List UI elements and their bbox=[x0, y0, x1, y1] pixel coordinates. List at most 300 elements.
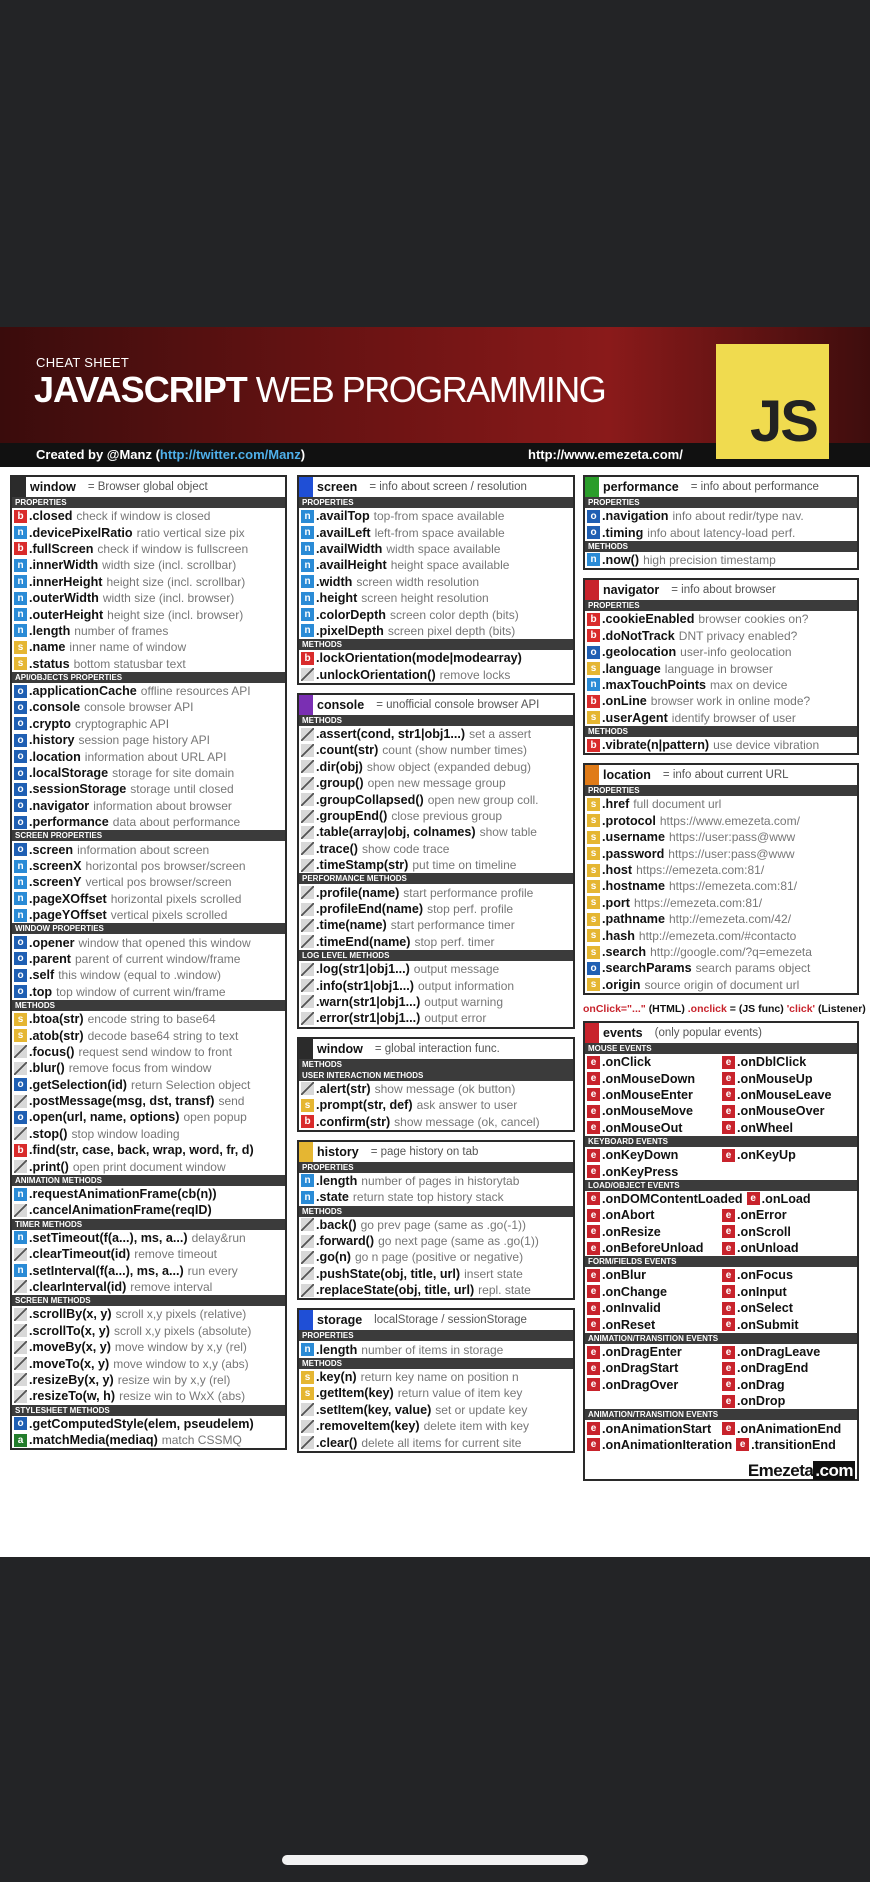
member-description: check if window is closed bbox=[76, 509, 211, 524]
member-description: bottom statusbar text bbox=[73, 656, 186, 671]
type-icon: o bbox=[14, 1417, 27, 1430]
event-row bbox=[585, 1377, 857, 1393]
event-row bbox=[585, 1191, 857, 1207]
type-icon: n bbox=[301, 575, 314, 588]
cheat-sheet bbox=[0, 327, 870, 1557]
event-icon: e bbox=[587, 1225, 600, 1238]
member-description: vertical pos browser/screen bbox=[85, 875, 232, 890]
type-icon: b bbox=[587, 695, 600, 708]
member-name: .colorDepth bbox=[316, 607, 386, 622]
event-name: .onMouseLeave bbox=[737, 1087, 832, 1102]
section-tag: screen bbox=[299, 477, 363, 497]
member-name: .geolocation bbox=[602, 645, 677, 660]
type-icon: s bbox=[587, 864, 600, 877]
type-icon: b bbox=[587, 739, 600, 752]
member-description: count (show number times) bbox=[382, 743, 527, 758]
member-name: .length bbox=[316, 1342, 358, 1357]
type-icon: o bbox=[14, 685, 27, 698]
member-name: .replaceState(obj, title, url) bbox=[316, 1283, 475, 1298]
event-cell bbox=[722, 1301, 857, 1315]
type-icon: o bbox=[14, 969, 27, 982]
member-description: height space available bbox=[390, 558, 510, 573]
member-name: .performance bbox=[29, 815, 109, 830]
type-icon: o bbox=[14, 952, 27, 965]
subtitle: CHEAT SHEET bbox=[36, 355, 130, 370]
member-description: insert state bbox=[464, 1266, 523, 1281]
member-name: .dir(obj) bbox=[316, 759, 363, 774]
event-cell bbox=[587, 1072, 722, 1086]
list-item bbox=[12, 748, 285, 764]
event-row bbox=[585, 1087, 857, 1103]
list-item bbox=[299, 1217, 573, 1233]
member-name: .alert(str) bbox=[316, 1081, 371, 1096]
list-item bbox=[12, 814, 285, 830]
section-label: FORM/FIELDS EVENTS bbox=[585, 1256, 857, 1267]
member-description: move window by x,y (rel) bbox=[114, 1340, 247, 1355]
event-cell bbox=[722, 1318, 857, 1332]
event-icon: e bbox=[722, 1225, 735, 1238]
event-cell bbox=[736, 1438, 857, 1452]
section-label: MOUSE EVENTS bbox=[585, 1043, 857, 1054]
type-icon bbox=[14, 1204, 27, 1217]
type-icon: n bbox=[14, 1264, 27, 1277]
type-icon bbox=[301, 979, 314, 992]
list-item bbox=[585, 960, 857, 976]
list-item bbox=[299, 884, 573, 900]
member-description: delete all items for current site bbox=[361, 1435, 522, 1450]
event-cell bbox=[722, 1055, 857, 1069]
list-item bbox=[12, 732, 285, 748]
list-item bbox=[299, 1189, 573, 1205]
section-header bbox=[585, 580, 857, 600]
member-name: .availWidth bbox=[316, 541, 383, 556]
event-icon: e bbox=[722, 1072, 735, 1085]
member-description: output message bbox=[413, 962, 500, 977]
type-icon: b bbox=[587, 629, 600, 642]
section-label: SCREEN PROPERTIES bbox=[12, 830, 285, 841]
member-name: .setItem(key, value) bbox=[316, 1402, 432, 1417]
member-description: width size (incl. browser) bbox=[102, 591, 235, 606]
type-icon: b bbox=[587, 613, 600, 626]
member-description: open new group coll. bbox=[427, 792, 539, 807]
member-name: .screenY bbox=[29, 875, 82, 890]
list-item bbox=[12, 1262, 285, 1278]
type-icon bbox=[14, 1248, 27, 1261]
member-name: .blur() bbox=[29, 1061, 65, 1076]
member-name: .trace() bbox=[316, 841, 358, 856]
section-label: ANIMATION METHODS bbox=[12, 1175, 285, 1186]
member-description: repl. state bbox=[478, 1283, 531, 1298]
member-description: remove locks bbox=[439, 667, 511, 682]
type-icon bbox=[301, 744, 314, 757]
list-item bbox=[12, 699, 285, 715]
event-cell bbox=[587, 1285, 722, 1299]
list-item bbox=[585, 660, 857, 676]
section-tag: performance bbox=[585, 477, 685, 497]
member-name: .matchMedia(mediaq) bbox=[29, 1433, 158, 1448]
member-description: screen height resolution bbox=[361, 591, 489, 606]
event-cell bbox=[722, 1268, 857, 1282]
member-name: .localStorage bbox=[29, 766, 109, 781]
event-name: .onUnload bbox=[737, 1241, 799, 1256]
member-name: .screen bbox=[29, 842, 74, 857]
member-name: .count(str) bbox=[316, 743, 379, 758]
list-item bbox=[299, 841, 573, 857]
type-icon bbox=[301, 777, 314, 790]
twitter-link[interactable]: http://twitter.com/Manz bbox=[159, 447, 301, 462]
member-description: use device vibration bbox=[713, 738, 820, 753]
type-icon bbox=[14, 1324, 27, 1337]
member-description: horizontal pixels scrolled bbox=[110, 891, 242, 906]
list-item bbox=[585, 845, 857, 861]
member-name: .language bbox=[602, 661, 661, 676]
type-icon: n bbox=[14, 575, 27, 588]
section-label: STYLESHEET METHODS bbox=[12, 1405, 285, 1416]
list-item bbox=[12, 1230, 285, 1246]
section-label: USER INTERACTION METHODS bbox=[299, 1070, 573, 1081]
member-name: .hostname bbox=[602, 879, 665, 894]
list-item bbox=[299, 1341, 573, 1357]
event-name: .onKeyDown bbox=[602, 1148, 679, 1163]
list-item bbox=[12, 874, 285, 890]
member-name: .time(name) bbox=[316, 918, 387, 933]
member-name: .href bbox=[602, 797, 630, 812]
section-description: localStorage / sessionStorage bbox=[374, 1314, 527, 1327]
list-item bbox=[12, 574, 285, 590]
event-icon: e bbox=[587, 1088, 600, 1101]
type-icon: o bbox=[14, 936, 27, 949]
member-description: width size (incl. scrollbar) bbox=[102, 558, 237, 573]
type-icon: s bbox=[14, 641, 27, 654]
section-description: = info about current URL bbox=[662, 769, 789, 782]
list-item bbox=[12, 1388, 285, 1404]
section-window bbox=[10, 475, 287, 1450]
member-description: screen width resolution bbox=[356, 574, 480, 589]
type-icon bbox=[301, 760, 314, 773]
event-icon: e bbox=[722, 1121, 735, 1134]
list-item bbox=[585, 628, 857, 644]
list-item bbox=[299, 1113, 573, 1129]
event-row bbox=[585, 1316, 857, 1332]
list-item bbox=[299, 977, 573, 993]
js-logo bbox=[716, 344, 829, 459]
list-item bbox=[299, 1418, 573, 1434]
member-name: .btoa(str) bbox=[29, 1012, 84, 1027]
event-cell bbox=[587, 1208, 722, 1222]
member-name: .groupCollapsed() bbox=[316, 792, 424, 807]
event-name: .onInvalid bbox=[602, 1301, 661, 1316]
member-name: .username bbox=[602, 830, 665, 845]
event-cell bbox=[747, 1192, 857, 1206]
member-description: http://emezeta.com/42/ bbox=[668, 912, 792, 927]
event-icon: e bbox=[722, 1242, 735, 1255]
member-description: show message (ok, cancel) bbox=[394, 1114, 540, 1129]
event-cell bbox=[587, 1438, 736, 1452]
member-description: go n page (positive or negative) bbox=[354, 1250, 524, 1265]
list-item bbox=[12, 951, 285, 967]
member-description: stop window loading bbox=[71, 1126, 180, 1141]
member-name: .find(str, case, back, wrap, word, fr, d) bbox=[29, 1143, 254, 1158]
event-name: .onChange bbox=[602, 1284, 668, 1299]
event-icon: e bbox=[587, 1192, 600, 1205]
list-item bbox=[585, 813, 857, 829]
type-icon: n bbox=[14, 559, 27, 572]
event-icon: e bbox=[587, 1072, 600, 1085]
member-name: .navigator bbox=[29, 798, 90, 813]
member-name: .print() bbox=[29, 1159, 69, 1174]
member-name: .unlockOrientation() bbox=[316, 667, 436, 682]
event-name: .onDragStart bbox=[602, 1361, 679, 1376]
member-description: storage until closed bbox=[130, 782, 234, 797]
member-name: .state bbox=[316, 1190, 349, 1205]
member-name: .group() bbox=[316, 776, 364, 791]
member-name: .stop() bbox=[29, 1126, 68, 1141]
type-icon: s bbox=[587, 814, 600, 827]
type-icon: n bbox=[14, 860, 27, 873]
list-item bbox=[299, 1369, 573, 1385]
list-item bbox=[299, 1266, 573, 1282]
type-icon bbox=[14, 1280, 27, 1293]
member-name: .self bbox=[29, 968, 55, 983]
member-name: .length bbox=[316, 1173, 358, 1188]
list-item bbox=[12, 858, 285, 874]
member-name: .origin bbox=[602, 977, 641, 992]
event-row bbox=[585, 1267, 857, 1283]
member-description: parent of current window/frame bbox=[75, 951, 241, 966]
member-description: vertical pixels scrolled bbox=[110, 908, 228, 923]
event-icon: e bbox=[587, 1269, 600, 1282]
list-item bbox=[585, 611, 857, 627]
event-cell bbox=[587, 1192, 747, 1206]
section-label: SCREEN METHODS bbox=[12, 1295, 285, 1306]
member-name: .screenX bbox=[29, 859, 82, 873]
section-tag: location bbox=[585, 765, 657, 785]
type-icon: n bbox=[14, 1231, 27, 1244]
event-name: .onDrag bbox=[737, 1377, 785, 1392]
event-icon: e bbox=[722, 1302, 735, 1315]
section-header bbox=[299, 1039, 573, 1059]
list-item bbox=[299, 650, 573, 666]
event-name: .onAbort bbox=[602, 1208, 655, 1223]
type-icon: s bbox=[587, 831, 600, 844]
member-description: close previous group bbox=[391, 809, 503, 824]
type-icon: o bbox=[14, 701, 27, 714]
list-item bbox=[585, 829, 857, 845]
section-label: PROPERTIES bbox=[585, 600, 857, 611]
member-description: go next page (same as .go(1)) bbox=[378, 1234, 539, 1249]
event-cell bbox=[587, 1345, 722, 1359]
page-title bbox=[34, 369, 605, 411]
type-icon: n bbox=[301, 1174, 314, 1187]
event-row bbox=[585, 1224, 857, 1240]
member-name: .lockOrientation(mode|modearray) bbox=[316, 651, 522, 666]
member-name: .console bbox=[29, 700, 81, 715]
member-description: left-from space available bbox=[374, 525, 505, 540]
type-icon: b bbox=[14, 542, 27, 555]
event-cell bbox=[722, 1088, 857, 1102]
column-right bbox=[583, 475, 866, 1489]
member-description: put time on timeline bbox=[412, 858, 517, 873]
list-item bbox=[585, 693, 857, 709]
member-description: move window to x,y (abs) bbox=[113, 1356, 249, 1371]
member-description: start performance profile bbox=[403, 885, 534, 900]
type-icon: s bbox=[587, 847, 600, 860]
type-icon bbox=[14, 1127, 27, 1140]
section-tag: events bbox=[585, 1023, 649, 1043]
member-name: .pixelDepth bbox=[316, 623, 384, 638]
member-name: .height bbox=[316, 591, 358, 606]
list-item bbox=[12, 907, 285, 923]
type-icon bbox=[14, 1160, 27, 1173]
type-icon: o bbox=[14, 717, 27, 730]
member-name: .setTimeout(f(a...), ms, a...) bbox=[29, 1230, 188, 1245]
member-description: data about performance bbox=[112, 815, 241, 830]
member-name: .moveTo(x, y) bbox=[29, 1356, 110, 1371]
list-item bbox=[12, 1416, 285, 1432]
type-icon: n bbox=[301, 608, 314, 621]
type-icon: n bbox=[301, 559, 314, 572]
event-cell bbox=[722, 1104, 857, 1118]
list-item bbox=[299, 623, 573, 639]
event-name: .onMouseEnter bbox=[602, 1087, 693, 1102]
member-description: information about browser bbox=[93, 798, 232, 813]
list-item bbox=[299, 1402, 573, 1418]
event-name: .onAnimationEnd bbox=[737, 1421, 842, 1436]
list-item bbox=[299, 1173, 573, 1189]
member-description: stop perf. timer bbox=[414, 934, 495, 949]
member-description: info about redir/type nav. bbox=[672, 509, 804, 524]
section-label: PROPERTIES bbox=[585, 785, 857, 796]
event-name: .onMouseMove bbox=[602, 1104, 693, 1119]
list-item bbox=[299, 901, 573, 917]
member-description: browser cookies on? bbox=[698, 612, 809, 627]
list-item bbox=[299, 524, 573, 540]
list-item bbox=[12, 683, 285, 699]
emezeta-logo bbox=[748, 1461, 855, 1481]
member-name: .getComputedStyle(elem, pseudelem) bbox=[29, 1416, 254, 1431]
list-item bbox=[585, 644, 857, 660]
list-item bbox=[585, 524, 857, 540]
event-icon: e bbox=[587, 1209, 600, 1222]
section-description: = Browser global object bbox=[87, 481, 208, 493]
section-label: PROPERTIES bbox=[299, 1162, 573, 1173]
member-name: .opener bbox=[29, 935, 75, 950]
list-item bbox=[585, 944, 857, 960]
list-item bbox=[12, 1246, 285, 1262]
list-item bbox=[299, 574, 573, 590]
member-name: .postMessage(msg, dst, transf) bbox=[29, 1094, 215, 1109]
member-name: .getItem(key) bbox=[316, 1386, 394, 1401]
section-console bbox=[297, 693, 575, 1029]
type-icon: s bbox=[14, 657, 27, 670]
event-cell bbox=[722, 1361, 857, 1375]
event-name: .onResize bbox=[602, 1224, 661, 1239]
list-item bbox=[299, 961, 573, 977]
section-header bbox=[299, 695, 573, 715]
brand-name: Emezeta bbox=[747, 1461, 814, 1481]
type-icon: n bbox=[301, 1191, 314, 1204]
type-icon: s bbox=[587, 711, 600, 724]
site-link[interactable]: http://www.emezeta.com/ bbox=[528, 447, 683, 462]
event-icon: e bbox=[722, 1149, 735, 1162]
member-description: check if window is fullscreen bbox=[97, 541, 249, 556]
credit-prefix: Created by @Manz ( bbox=[36, 447, 160, 462]
home-indicator[interactable] bbox=[282, 1855, 588, 1865]
list-item bbox=[12, 656, 285, 672]
type-icon: s bbox=[587, 896, 600, 909]
type-icon bbox=[14, 1095, 27, 1108]
event-icon: e bbox=[722, 1318, 735, 1331]
event-cell bbox=[722, 1345, 857, 1359]
member-name: .assert(cond, str1|obj1...) bbox=[316, 727, 466, 742]
js-logo-text: JS bbox=[750, 389, 817, 454]
note-part: .onclick bbox=[687, 1002, 727, 1015]
event-row bbox=[585, 1360, 857, 1376]
member-description: https://emezeta.com:81/ bbox=[633, 895, 763, 910]
member-description: width space available bbox=[386, 541, 501, 556]
onclick-note bbox=[583, 1002, 866, 1015]
member-name: .timeStamp(str) bbox=[316, 858, 409, 873]
event-cell bbox=[722, 1394, 857, 1408]
list-item bbox=[12, 1142, 285, 1158]
event-name: .onKeyPress bbox=[602, 1164, 679, 1179]
member-description: show object (expanded debug) bbox=[366, 759, 531, 774]
section-description: = unofficial console browser API bbox=[376, 698, 540, 711]
member-description: max on device bbox=[710, 677, 788, 692]
type-icon bbox=[14, 1390, 27, 1403]
list-item bbox=[299, 759, 573, 775]
type-icon bbox=[301, 935, 314, 948]
type-icon bbox=[301, 668, 314, 681]
member-description: browser work in online mode? bbox=[650, 694, 811, 709]
member-name: .cookieEnabled bbox=[602, 612, 695, 627]
type-icon: o bbox=[14, 843, 27, 856]
member-name: .key(n) bbox=[316, 1370, 357, 1385]
type-icon: n bbox=[301, 526, 314, 539]
member-description: number of pages in historytab bbox=[361, 1173, 520, 1188]
type-icon bbox=[301, 842, 314, 855]
event-icon: e bbox=[587, 1438, 600, 1451]
member-description: high precision timestamp bbox=[643, 552, 776, 567]
member-description: output information bbox=[417, 978, 515, 993]
list-item bbox=[299, 667, 573, 683]
event-cell bbox=[722, 1225, 857, 1239]
member-name: .table(array|obj, colnames) bbox=[316, 825, 476, 840]
list-item bbox=[299, 824, 573, 840]
event-cell bbox=[587, 1165, 722, 1179]
type-icon: n bbox=[301, 510, 314, 523]
list-item bbox=[585, 508, 857, 524]
event-name: .onWheel bbox=[737, 1120, 793, 1135]
section-performance bbox=[583, 475, 859, 570]
type-icon bbox=[301, 1082, 314, 1095]
event-name: .onMouseUp bbox=[737, 1071, 813, 1086]
event-cell bbox=[722, 1121, 857, 1135]
event-icon: e bbox=[587, 1302, 600, 1315]
event-cell bbox=[722, 1148, 857, 1162]
type-icon: n bbox=[587, 553, 600, 566]
list-item bbox=[12, 1044, 285, 1060]
event-icon: e bbox=[587, 1149, 600, 1162]
note-part: (HTML) bbox=[648, 1002, 685, 1015]
event-row bbox=[585, 1240, 857, 1256]
event-cell bbox=[587, 1148, 722, 1162]
member-description: screen color depth (bits) bbox=[389, 607, 519, 622]
type-icon bbox=[301, 1284, 314, 1297]
member-description: ratio vertical size pix bbox=[136, 525, 245, 540]
event-cell bbox=[587, 1268, 722, 1282]
list-item bbox=[12, 1093, 285, 1109]
